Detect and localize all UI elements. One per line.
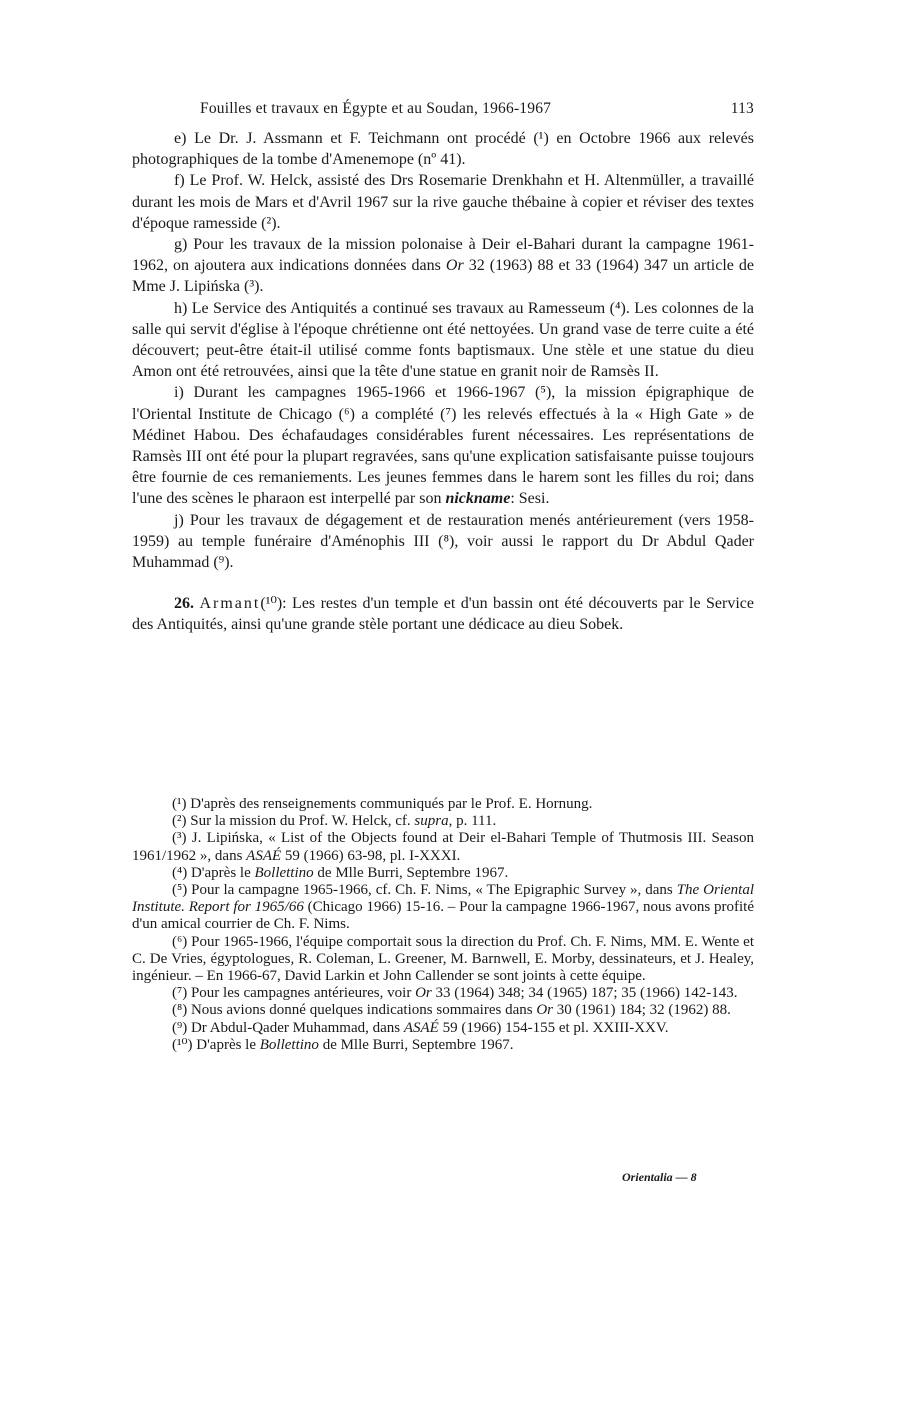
footnote-7 xyxy=(132,985,754,1002)
section-26 xyxy=(132,593,754,635)
text-run: i) Durant les campagnes 1965-1966 et 1966-1967 (⁵), la mission épigraphique de l'Oriental Institute de Chicago (⁶) a complété (⁷) les relevés effectués à la « High Gate » de Médinet Habou. Des échafaudages considérables furent nécessaires. Les représentations de Ramsès III ont été pour la plupart regravées, sans qu'une explication satisfaisante puisse toujours être fournie de ces remaniements. Les jeunes femmes dans le harem sont les filles du roi; dans l'une des scènes le pharaon est interpellé par son xyxy=(132,384,754,508)
italic-run: Or xyxy=(536,1002,554,1019)
paragraph-e: e) Le Dr. J. Assmann et F. Teichmann ont procédé (¹) en Octobre 1966 aux relevés photographiques de la tombe d'Amenemope (nº 41). xyxy=(132,130,754,169)
italic-run: ASAÉ xyxy=(403,1019,439,1036)
text-run: 32 (1963) 88 et 33 (1964) 347 un article de Mme J. Lipińska (³). xyxy=(132,257,755,296)
footnote-10 xyxy=(132,1037,754,1054)
italic-run: The Oriental Institute. Report for 1965/66 xyxy=(132,882,754,916)
italic-run: Bollettino xyxy=(254,864,314,881)
main-text xyxy=(132,128,754,636)
footnote-2 xyxy=(132,813,754,830)
place-name: Armant xyxy=(199,595,261,613)
italic-run: ASAÉ xyxy=(246,847,282,864)
journal-abbrev: Or xyxy=(445,257,464,275)
footnotes xyxy=(132,796,754,1054)
footnote-3 xyxy=(132,830,754,864)
text-run: de Mlle Burri, Septembre 1967. xyxy=(318,1036,514,1053)
text-run: , p. 111. xyxy=(448,813,497,830)
paragraph-g xyxy=(132,234,754,298)
footnote-1: (¹) D'après des renseignements communiqués par le Prof. E. Hornung. xyxy=(172,796,593,812)
emphasis-nickname: nickname xyxy=(445,490,511,508)
footnote-8 xyxy=(132,1002,754,1019)
text-run: : Sesi. xyxy=(510,490,550,508)
text-run: g) Pour les travaux de la mission polonaise à Deir el-Bahari durant la campagne 1961-1962, on ajoutera aux indications données dans xyxy=(132,236,754,275)
text-run: (⁵) Pour la campagne 1965-1966, cf. Ch. F. Nims, « The Epigraphic Survey », dans xyxy=(172,882,677,899)
paragraph-h: h) Le Service des Antiquités a continué ses travaux au Ramesseum (⁴). Les colonnes de la salle qui servit d'église à l'époque chrétienne ont été nettoyées. Un grand vase de terre cuite a été découvert; peut-être était-il utilisé comme fonts baptismaux. Une stèle et une statue du dieu Amon ont été retrouvées, ainsi que la tête d'une statue en granit noir de Ramsès II. xyxy=(132,299,754,381)
text-run: (⁴) D'après le xyxy=(172,864,255,881)
text-run: (⁹) Dr Abdul-Qader Muhammad, dans xyxy=(172,1019,404,1036)
text-run: (⁷) Pour les campagnes antérieures, voir xyxy=(172,985,416,1002)
text-run: 59 (1966) 154-155 et pl. XXIII-XXV. xyxy=(438,1019,669,1036)
paragraph-j: j) Pour les travaux de dégagement et de restauration menés antérieurement (vers 1958-1959) au temple funéraire d'Aménophis III (⁸), voir aussi le rapport du Dr Abdul Qader Muhammad (⁹). xyxy=(132,511,754,572)
page-number: 113 xyxy=(730,100,754,117)
italic-run: Bollettino xyxy=(259,1036,319,1053)
running-title: Fouilles et travaux en Égypte et au Soudan, 1966-1967 xyxy=(200,100,552,117)
text-run: 30 (1961) 184; 32 (1962) 88. xyxy=(553,1002,731,1019)
text-run: (³) J. Lipińska, « List of the Objects found at Deir el-Bahari Temple of Thutmosis III. Season 1961/1962 », dans xyxy=(132,830,754,864)
text-run: (¹⁰) D'après le xyxy=(172,1036,260,1053)
footnote-9 xyxy=(132,1020,754,1037)
section-number: 26. xyxy=(174,595,194,613)
paragraph-i xyxy=(132,382,754,509)
paragraph-f: f) Le Prof. W. Helck, assisté des Drs Rosemarie Drenkhahn et H. Altenmüller, a travaillé durant les mois de Mars et d'Avril 1967 sur la rive gauche thébaine à copier et réviser des textes d'époque ramesside (²). xyxy=(132,172,754,232)
text-run: (Chicago 1966) 15-16. – Pour la campagne 1966-1967, nous avons profité d'un amical courrier de Ch. F. Nims. xyxy=(132,899,754,933)
text-run: (²) Sur la mission du Prof. W. Helck, cf. xyxy=(172,813,415,830)
footnote-4 xyxy=(132,865,754,882)
italic-run: supra xyxy=(414,813,449,830)
text-run: (⁸) Nous avions donné quelques indications sommaires dans xyxy=(172,1002,537,1019)
text-run: (¹⁰): Les restes d'un temple et d'un bassin ont été découverts par le Service des Antiquités, ainsi qu'une grande stèle portant une dédicace au dieu Sobek. xyxy=(132,595,755,634)
text-run: 33 (1964) 348; 34 (1965) 187; 35 (1966) 142-143. xyxy=(431,985,738,1002)
text-run: 59 (1966) 63-98, pl. I-XXXI. xyxy=(281,847,461,864)
italic-run: Or xyxy=(415,985,432,1002)
sheet-signature: Orientalia — 8 xyxy=(622,1170,697,1184)
footnote-6: (⁶) Pour 1965-1966, l'équipe comportait sous la direction du Prof. Ch. F. Nims, MM. E. Wente et C. De Vries, égyptologues, R. Coleman, L. Greener, M. Barnwell, E. Morby, dessinateurs, et J. Healey, ingénieur. – En 1966-67, David Larkin et John Callender se sont joints à cette équipe. xyxy=(132,933,754,985)
text-run: de Mlle Burri, Septembre 1967. xyxy=(313,864,509,881)
footnote-5 xyxy=(132,882,754,934)
